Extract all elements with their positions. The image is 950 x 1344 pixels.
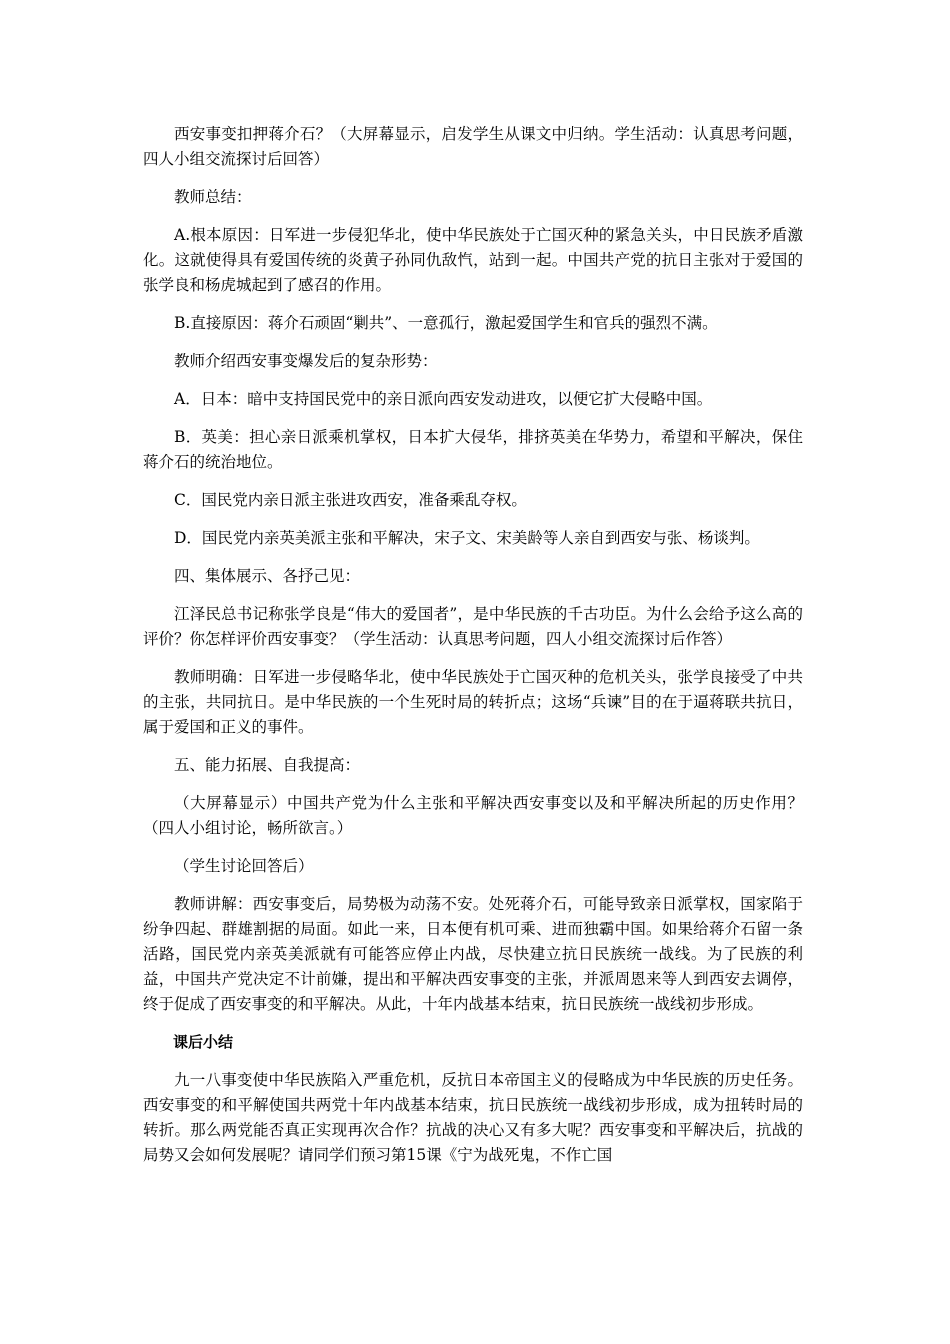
paragraph-situation-japan: A．日本：暗中支持国民党中的亲日派向西安发动进攻，以便它扩大侵略中国。 <box>174 390 713 408</box>
section-heading-four: 四、集体展示、各抒己见： <box>174 567 361 585</box>
document-body <box>143 122 803 1181</box>
paragraph-root-cause: A.根本原因：日军进一步侵犯华北，使中华民族处于亡国灭种的紧急关头，中日民族矛盾激化。这就使得具有爱国传统的炎黄子孙同仇敌忾，站到一起。中国共产党的抗日主张对于爱国的张学良和杨虎城起到了感召的作用。 <box>143 226 803 294</box>
paragraph-situation-pro-japan: C．国民党内亲日派主张进攻西安，准备乘乱夺权。 <box>174 491 527 509</box>
paragraph-situation-uk-us: B．英美：担心亲日派乘机掌权，日本扩大侵华，排挤英美在华势力，希望和平解决，保住蒋介石的统治地位。 <box>143 428 803 471</box>
paragraph-extension-question: （大屏幕显示）中国共产党为什么主张和平解决西安事变以及和平解决所起的历史作用？（四人小组讨论，畅所欲言。） <box>143 794 803 837</box>
section-heading-summary: 课后小结 <box>173 1033 234 1051</box>
paragraph-direct-cause: B.直接原因：蒋介石顽固“剿共”、一意孤行，激起爱国学生和官兵的强烈不满。 <box>174 314 718 332</box>
section-heading-five: 五、能力拓展、自我提高： <box>174 756 361 774</box>
paragraph-situation-heading: 教师介绍西安事变爆发后的复杂形势： <box>174 352 438 370</box>
paragraph-question-intro: 西安事变扣押蒋介石？（大屏幕显示，启发学生从课文中归纳。学生活动：认真思考问题，四人小组交流探讨后回答） <box>143 125 803 168</box>
paragraph-teacher-clarify: 教师明确：日军进一步侵略华北，使中华民族处于亡国灭种的危机关头，张学良接受了中共的主张，共同抗日。是中华民族的一个生死时局的转折点；这场“兵谏”目的在于逼蒋联共抗日，属于爱国和正义的事件。 <box>143 668 803 736</box>
paragraph-teacher-explain: 教师讲解：西安事变后，局势极为动荡不安。处死蒋介石，可能导致亲日派掌权，国家陷于纷争四起、群雄割据的局面。如此一来，日本便有机可乘、进而独霸中国。如果给蒋介石留一条活路，国民党内亲英美派就有可能答应停止内战，尽快建立抗日民族统一战线。为了民族的利益，中国共产党决定不计前嫌，提出和平解决西安事变的主张，并派周恩来等人到西安去调停，终于促成了西安事变的和平解决。从此，十年内战基本结束，抗日民族统一战线初步形成。 <box>143 895 803 1013</box>
paragraph-summary: 九一八事变使中华民族陷入严重危机，反抗日本帝国主义的侵略成为中华民族的历史任务。西安事变的和平解使国共两党十年内战基本结束，抗日民族统一战线初步形成，成为扭转时局的转折。那么两党能否真正实现再次合作？抗战的决心又有多大呢？西安事变和平解决后，抗战的局势又会如何发展呢？请同学们预习第15课《宁为战死鬼，不作亡国 <box>143 1071 803 1164</box>
paragraph-situation-pro-west: D．国民党内亲英美派主张和平解决，宋子文、宋美龄等人亲自到西安与张、杨谈判。 <box>174 529 760 547</box>
paragraph-evaluation-question: 江泽民总书记称张学良是“伟大的爱国者”，是中华民族的千古功臣。为什么会给予这么高的评价？你怎样评价西安事变？（学生活动：认真思考问题，四人小组交流探讨后作答） <box>143 605 803 648</box>
paragraph-teacher-summary-heading: 教师总结： <box>174 188 252 206</box>
paragraph-after-discussion: （学生讨论回答后） <box>174 857 314 875</box>
